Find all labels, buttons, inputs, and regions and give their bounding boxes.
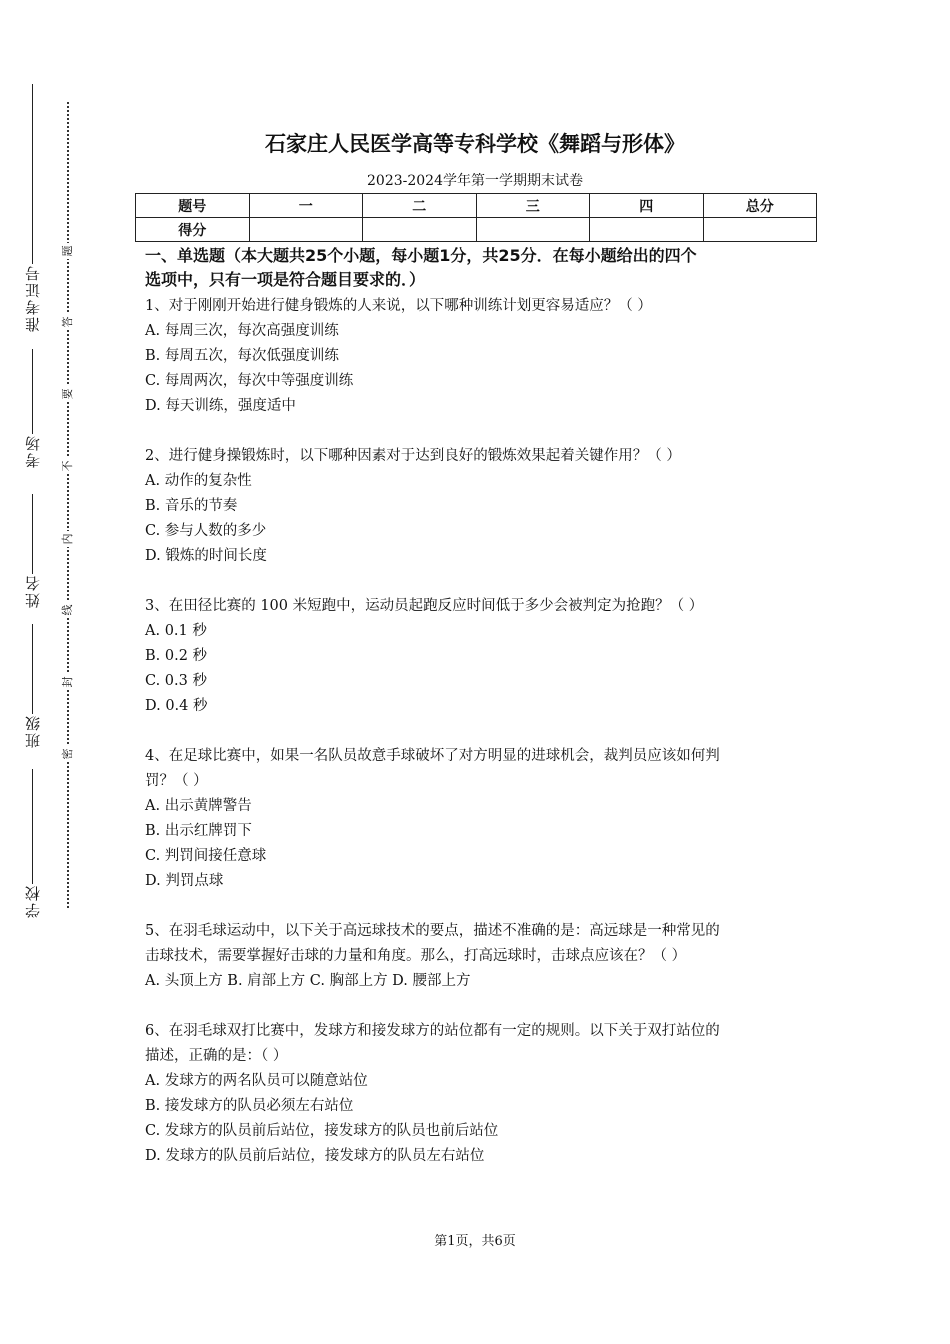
- seal-char: 不: [61, 458, 75, 474]
- option-c: C. 判罚间接任意球: [145, 848, 267, 864]
- options-inline: A. 头顶上方 B. 肩部上方 C. 胸部上方 D. 腰部上方: [145, 973, 471, 989]
- question-stem: 2、进行健身操锻炼时，以下哪种因素对于达到良好的锻炼效果起着关键作用？（ ）: [145, 448, 681, 464]
- table-cell: 二: [363, 194, 477, 218]
- table-cell: 四: [590, 194, 704, 218]
- question-stem: 5、在羽毛球运动中，以下关于高远球技术的要点，描述不准确的是：高远球是一种常见的: [145, 923, 720, 939]
- question-6: [145, 1019, 813, 1169]
- margin-label-exam-id: 准考证号: [23, 264, 42, 332]
- margin-field-exam-room: [12, 345, 52, 468]
- underline: [32, 769, 33, 884]
- question-3: [145, 594, 813, 719]
- option-a: A. 出示黄牌警告: [145, 798, 252, 814]
- margin-field-class: [12, 620, 52, 748]
- question-5: [145, 919, 813, 994]
- seal-char: 内: [61, 531, 75, 547]
- score-input-cell[interactable]: [363, 218, 477, 242]
- option-d: D. 锻炼的时间长度: [145, 548, 267, 564]
- question-stem: 6、在羽毛球双打比赛中，发球方和接发球方的站位都有一定的规则。以下关于双打站位的: [145, 1023, 720, 1039]
- option-b: B. 出示红牌罚下: [145, 823, 252, 839]
- section-heading: [145, 244, 813, 292]
- margin-field-name: [12, 490, 52, 608]
- score-input-cell[interactable]: [590, 218, 704, 242]
- score-table: [135, 193, 817, 242]
- option-c: C. 发球方的队员前后站位，接发球方的队员也前后站位: [145, 1123, 499, 1139]
- margin-label-name: 姓名: [23, 574, 42, 608]
- option-c: C. 每周两次，每次中等强度训练: [145, 373, 354, 389]
- table-cell: 一: [249, 194, 363, 218]
- score-input-cell[interactable]: [249, 218, 363, 242]
- option-b: B. 接发球方的队员必须左右站位: [145, 1098, 354, 1114]
- underline: [32, 349, 33, 434]
- question-2: [145, 444, 813, 569]
- option-c: C. 0.3 秒: [145, 673, 207, 689]
- option-d: D. 发球方的队员前后站位，接发球方的队员左右站位: [145, 1148, 485, 1164]
- margin-field-exam-id: [12, 80, 52, 332]
- option-a: A. 0.1 秒: [145, 623, 207, 639]
- table-cell: 得分: [136, 218, 250, 242]
- option-b: B. 每周五次，每次低强度训练: [145, 348, 339, 364]
- option-d: D. 0.4 秒: [145, 698, 208, 714]
- question-stem: 4、在足球比赛中，如果一名队员故意手球破坏了对方明显的进球机会，裁判员应该如何判: [145, 748, 720, 764]
- option-d: D. 每天训练，强度适中: [145, 398, 296, 414]
- section-heading-line: 一、单选题（本大题共25个小题，每小题1分，共25分．在每小题给出的四个: [145, 246, 697, 265]
- exam-content: [145, 244, 813, 1194]
- table-row: [136, 218, 817, 242]
- section-heading-line: 选项中，只有一项是符合题目要求的．）: [145, 270, 426, 289]
- option-a: A. 发球方的两名队员可以随意站位: [145, 1073, 368, 1089]
- exam-subtitle: 2023-2024学年第一学期期末试卷: [367, 173, 583, 189]
- seal-char: 题: [61, 243, 75, 259]
- seal-char: 线: [61, 602, 75, 618]
- question-stem: 击球技术，需要掌握好击球的力量和角度。那么，打高远球时，击球点应该在？（ ）: [145, 948, 687, 964]
- option-d: D. 判罚点球: [145, 873, 224, 889]
- seal-char: 封: [61, 674, 75, 690]
- question-1: [145, 294, 813, 419]
- question-stem: 罚？（ ）: [145, 773, 208, 789]
- seal-char: 要: [61, 386, 75, 402]
- page-title: 石家庄人民医学高等专科学校《舞蹈与形体》: [265, 132, 685, 156]
- question-stem: 描述，正确的是：（ ）: [145, 1048, 288, 1064]
- option-a: A. 动作的复杂性: [145, 473, 252, 489]
- question-4: [145, 744, 813, 894]
- option-b: B. 音乐的节奏: [145, 498, 238, 514]
- question-stem: 1、对于刚刚开始进行健身锻炼的人来说，以下哪种训练计划更容易适应？（ ）: [145, 298, 652, 314]
- table-cell: 总分: [703, 194, 817, 218]
- seal-char: 答: [61, 314, 75, 330]
- score-input-cell[interactable]: [703, 218, 817, 242]
- option-a: A. 每周三次，每次高强度训练: [145, 323, 339, 339]
- seal-char: 密: [61, 746, 75, 762]
- table-row: [136, 194, 817, 218]
- table-cell: 三: [476, 194, 590, 218]
- option-c: C. 参与人数的多少: [145, 523, 267, 539]
- seal-dotted-line: [67, 102, 69, 908]
- underline: [32, 494, 33, 574]
- table-cell: 题号: [136, 194, 250, 218]
- margin-field-school: [12, 765, 52, 918]
- question-stem: 3、在田径比赛的 100 米短跑中，运动员起跑反应时间低于多少会被判定为抢跑？（ ）: [145, 598, 704, 614]
- margin-label-exam-room: 考场: [23, 434, 42, 468]
- score-input-cell[interactable]: [476, 218, 590, 242]
- underline: [32, 624, 33, 714]
- margin-label-class: 班级: [23, 714, 42, 748]
- option-b: B. 0.2 秒: [145, 648, 208, 664]
- margin-label-school: 学校: [23, 884, 42, 918]
- page-number: 第1页，共6页: [434, 1234, 516, 1249]
